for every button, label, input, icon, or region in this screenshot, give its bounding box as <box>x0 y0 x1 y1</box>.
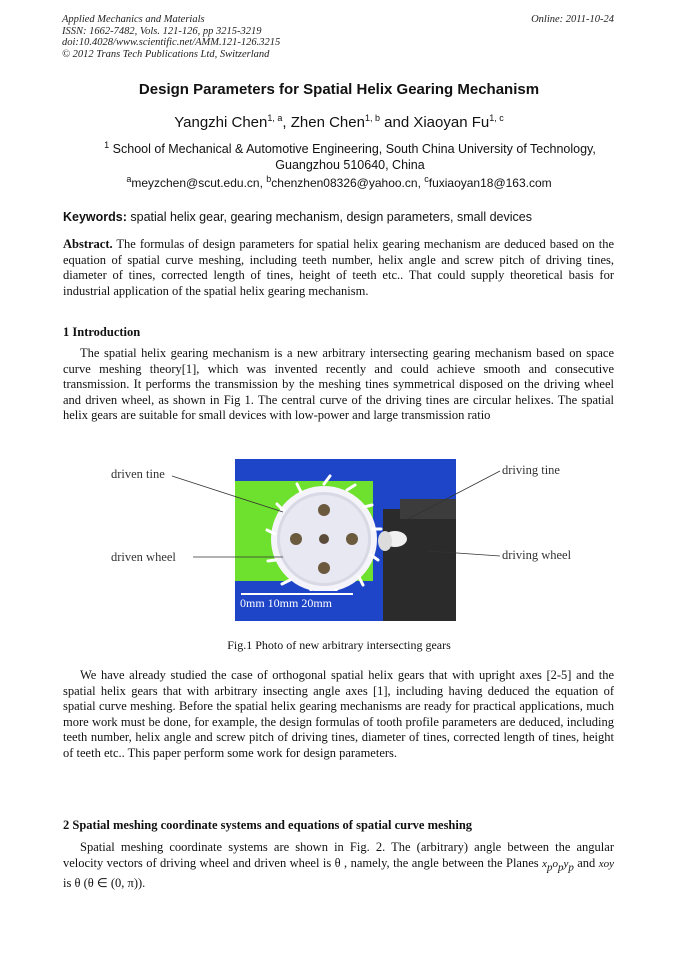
label-driving-tine: driving tine <box>502 463 560 477</box>
plane-and: and <box>573 855 599 870</box>
author-2-sup: 1, b <box>364 113 380 123</box>
plane-xoy: xoy <box>598 857 614 870</box>
plane-o: o <box>552 857 558 870</box>
scale-label: 0mm 10mm 20mm <box>240 596 333 610</box>
section-1-paragraph-1: The spatial helix gearing mechanism is a new arbitrary intersecting gearing mechanism based on space curve meshing theory[1], which was invented recently and could achieve smooth and consecutive transmission. It performs the transmission by the meshing tines symmetrical disposed on the driving wheel and driven wheel, as shown in Fig 1. The central curve of the driving tines are circular helixes. The spatial helix gears are suitable for small devices with low-power and large transmission ratio <box>63 346 614 423</box>
section-2-heading: 2 Spatial meshing coordinate systems and equations of spatial curve meshing <box>63 818 473 832</box>
author-1-sup: 1, a <box>267 113 283 123</box>
email-a[interactable]: meyzchen@scut.edu.cn, <box>131 176 267 190</box>
section-1-heading: 1 Introduction <box>63 325 141 339</box>
abstract-label: Abstract. <box>63 237 113 251</box>
issn: ISSN: 1662-7482, Vols. 121-126, pp 3215-3219 <box>62 25 262 37</box>
leader-driving-tine <box>406 471 500 520</box>
label-driven-wheel: driven wheel <box>111 550 176 564</box>
author-sep: , <box>282 114 291 131</box>
email-b-sup: b <box>266 174 272 184</box>
email-b[interactable]: chenzhen08326@yahoo.cn, <box>271 176 425 190</box>
plane-y: y <box>563 857 569 870</box>
plane-x: x <box>542 857 547 870</box>
author-3-sup: 1, c <box>489 113 504 123</box>
author-and: and <box>379 114 414 131</box>
label-driving-wheel: driving wheel <box>502 548 572 562</box>
abstract-text: The formulas of design parameters for spatial helix gearing mechanism are deduced based on the equation of spatial curve meshing, including teeth number, helix angle and screw pitch of driving tines, diameter of tines, corrected length of tines, height of teeth etc.. That could supply theoretical basis for industrial application of the spatial helix gearing mechanism. <box>63 237 614 298</box>
section-2-tail: is θ (θ ∈ (0, π)). <box>63 875 146 890</box>
journal-name: Applied Mechanics and Materials <box>62 14 205 25</box>
figure-1-caption: Fig.1 Photo of new arbitrary intersecting gears <box>227 638 451 652</box>
email-c-sup: c <box>424 174 429 184</box>
online-date: Online: 2011-10-24 <box>531 14 614 25</box>
leader-driving-wheel <box>428 551 500 556</box>
author-3: Xiaoyan Fu <box>413 114 490 131</box>
keywords-label: Keywords: <box>63 210 127 224</box>
section-1-paragraph-2: We have already studied the case of orthogonal spatial helix gears that with upright axes [2-5] and the spatial helix gears that with arbitrary insecting angle axes [1], including having deduced the equation of spatial curve meshing. Before the spatial helix gearing mechanisms are ready for practical applications, much more work must be done, for example, the design formulas of tooth profile parameters are deduced, including teeth number, helix angle and screw pitch of driving tines, diameter of tines, corrected length of tines, height of teeth etc.. This paper perform some work for design parameters. <box>63 668 614 760</box>
email-c[interactable]: fuxiaoyan18@163.com <box>428 176 552 190</box>
email-a-sup: a <box>126 174 132 184</box>
affiliation-text: School of Mechanical & Automotive Engineering, South China University of Technology, Guangzhou 510640, China <box>112 142 596 173</box>
leader-driven-tine <box>172 476 283 512</box>
plane-x-sub: p <box>546 861 553 874</box>
copyright: © 2012 Trans Tech Publications Ltd, Switzerland <box>62 48 270 60</box>
affiliation-sup: 1 <box>104 140 110 150</box>
label-driven-tine: driven tine <box>111 467 165 481</box>
author-1: Yangzhi Chen <box>174 114 268 131</box>
keywords-text: spatial helix gear, gearing mechanism, design parameters, small devices <box>126 210 532 224</box>
doi: doi:10.4028/www.scientific.net/AMM.121-126.3215 <box>62 37 281 48</box>
paper-title: Design Parameters for Spatial Helix Gearing Mechanism <box>138 81 540 98</box>
plane-o-sub: p <box>557 861 564 874</box>
plane-y-sub: p <box>568 861 574 874</box>
author-2: Zhen Chen <box>290 114 365 131</box>
section-2-paragraph-1 <box>63 840 614 891</box>
section-2-text: Spatial meshing coordinate systems are shown in Fig. 2. The (arbitrary) angle between the angular velocity vectors of driving wheel and driven wheel is θ , namely, the angle between the Planes <box>63 840 614 870</box>
